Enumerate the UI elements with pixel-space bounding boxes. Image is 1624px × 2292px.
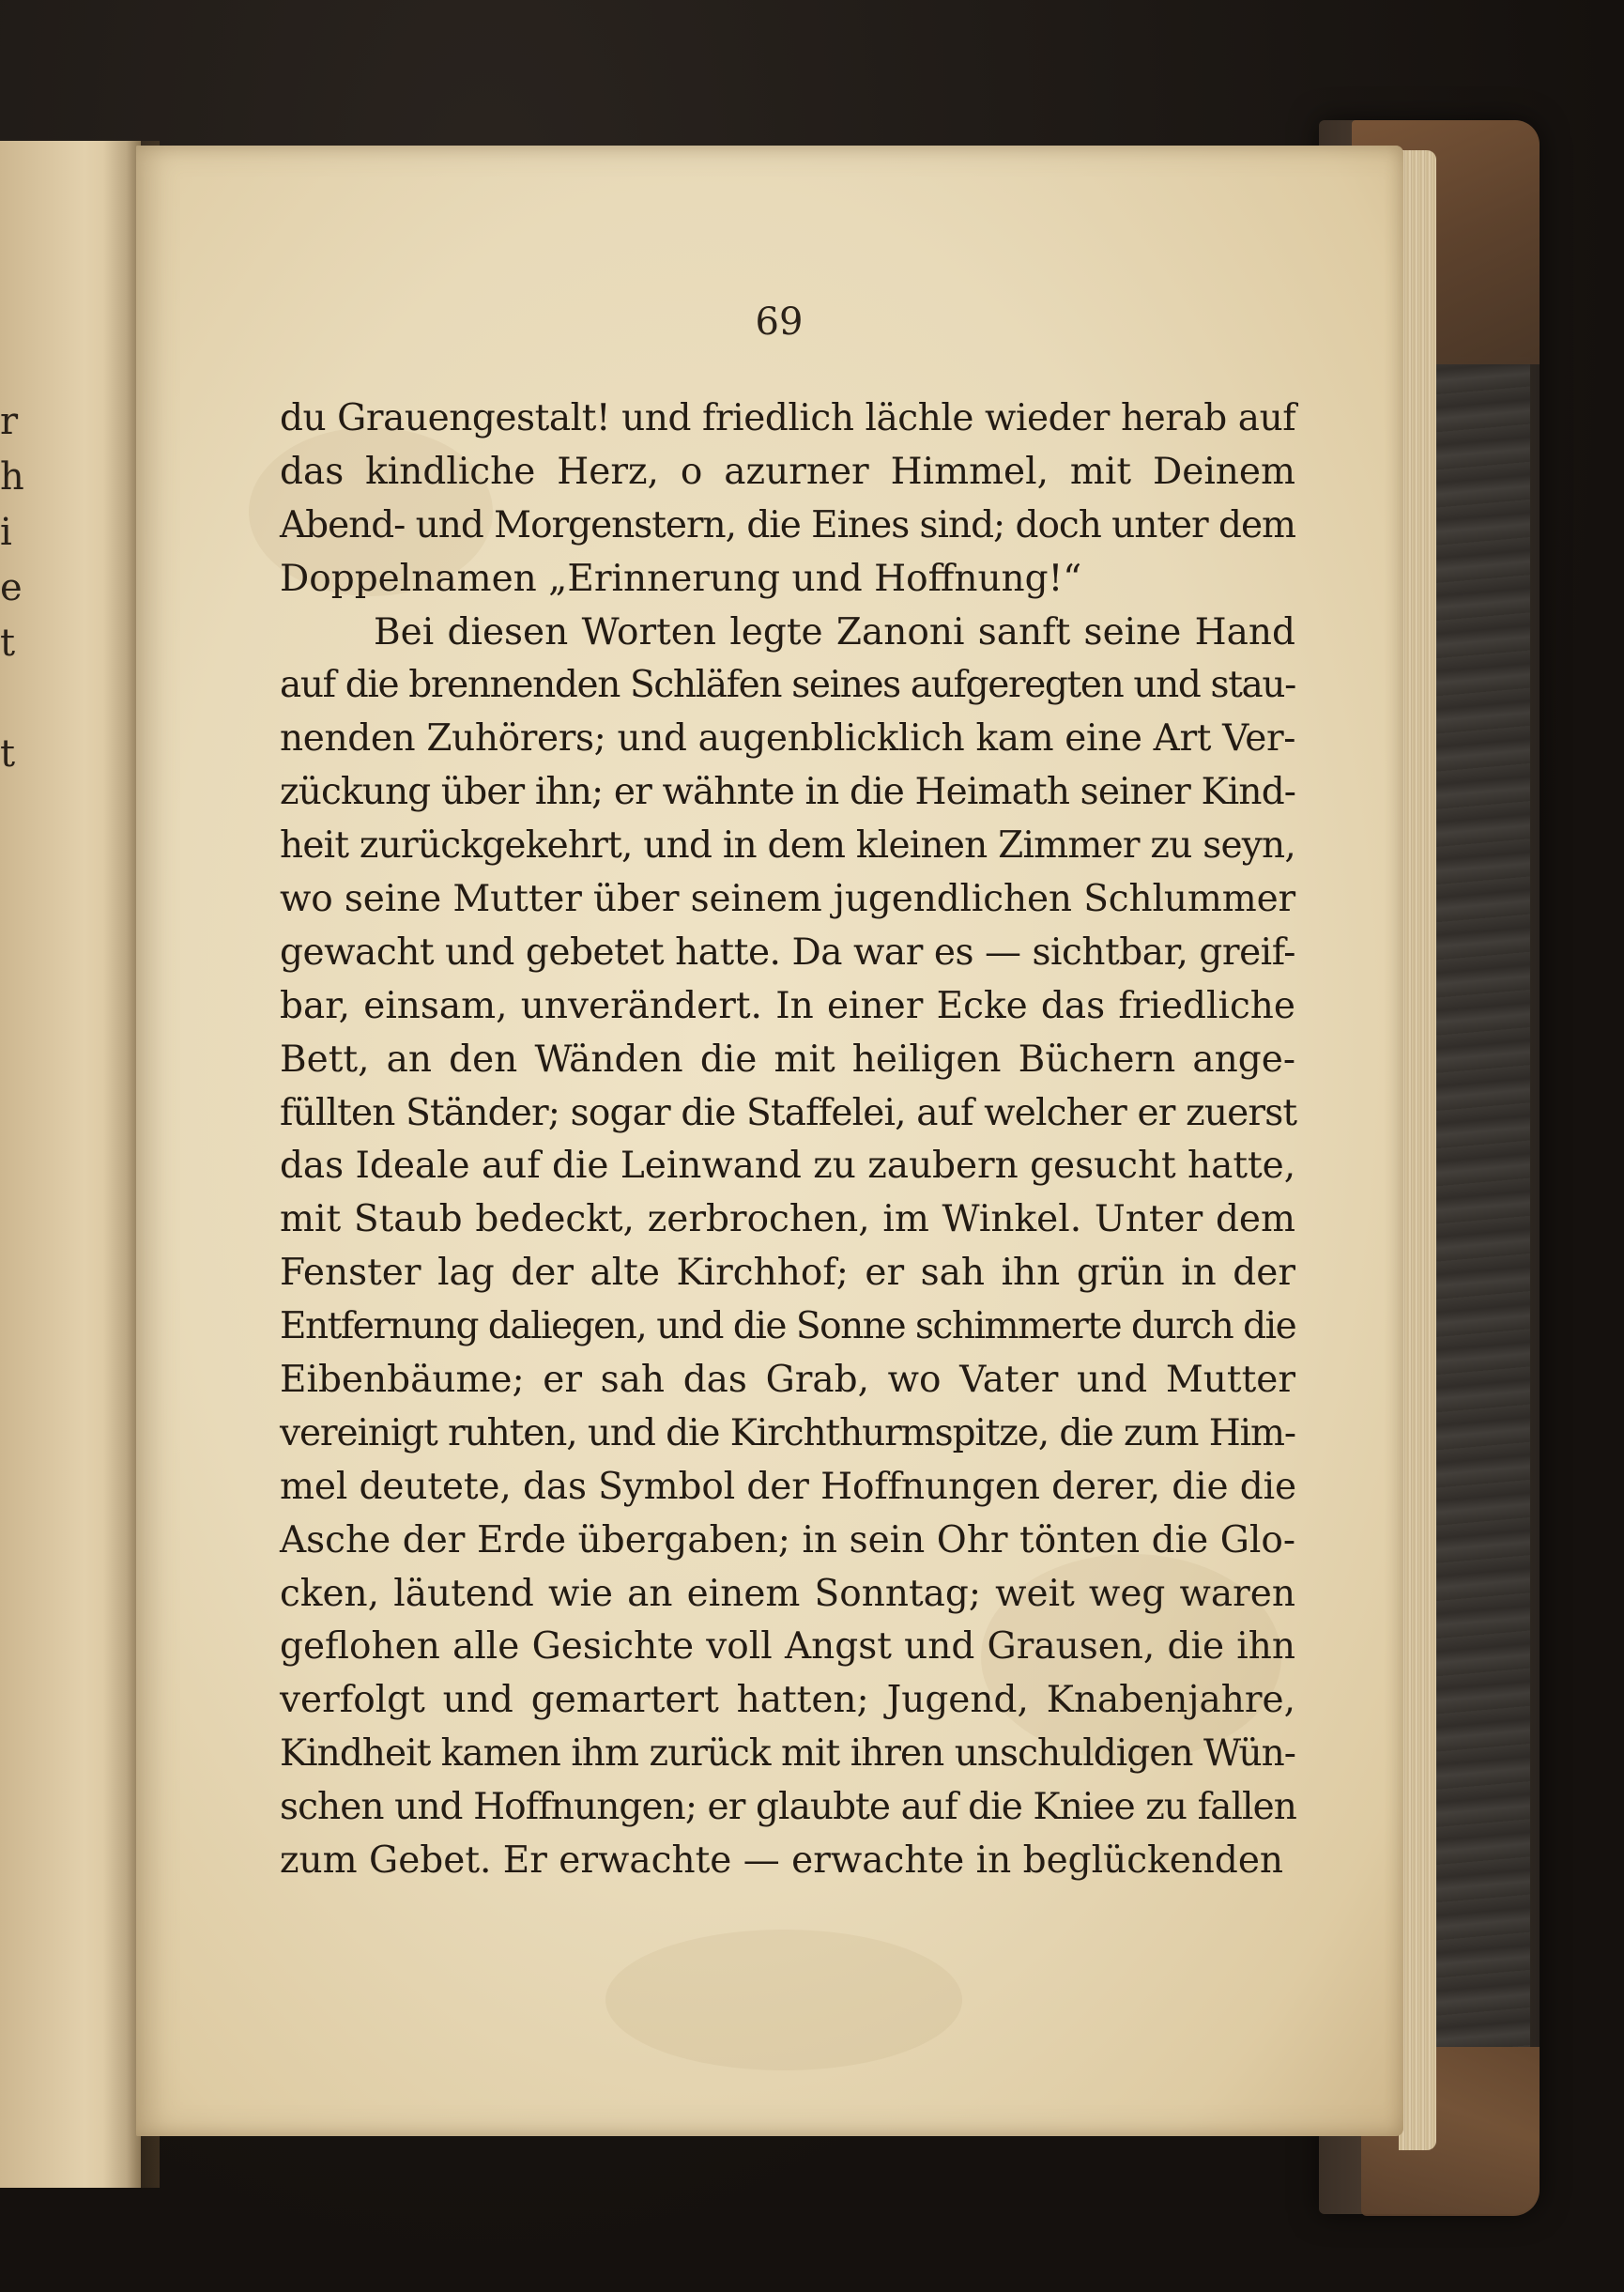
text-line: Fenster lag der alte Kirchhof; er sah ihn grün in der: [280, 1252, 1295, 1295]
left-edge-char: [0, 671, 28, 727]
text-line: Doppelnamen „Erinnerung und Hoffnung!“: [280, 557, 1082, 600]
left-edge-char: e: [0, 566, 23, 609]
left-edge-char: h: [0, 455, 24, 499]
text-line: schen und Hoffnungen; er glaubte auf die Kniee zu fallen: [280, 1786, 1296, 1829]
text-line: cken, läutend wie an einem Sonntag; weit weg waren: [280, 1572, 1295, 1615]
text-line: du Grauengestalt! und friedlich lächle wieder herab auf: [280, 397, 1296, 439]
text-line: heit zurückgekehrt, und in dem kleinen Zimmer zu seyn,: [280, 824, 1295, 868]
text-line: Bei diesen Worten legte Zanoni sanft seine Hand: [374, 610, 1295, 654]
text-line: gewacht und gebetet hatte. Da war es — sichtbar, greif-: [280, 931, 1295, 974]
text-line: Asche der Erde übergaben; in sein Ohr tönten die Glo-: [280, 1518, 1295, 1561]
text-line: Eibenbäume; er sah das Grab, wo Vater und Mutter: [280, 1359, 1295, 1402]
text-line: nenden Zuhörers; und augenblicklich kam eine Art Ver-: [280, 717, 1296, 761]
left-edge-char: t: [0, 732, 16, 776]
left-edge-char: t: [0, 622, 16, 665]
text-line: Bett, an den Wänden die mit heiligen Büchern ange-: [280, 1038, 1295, 1081]
text-line: das Ideale auf die Leinwand zu zaubern gesucht hatte,: [280, 1145, 1296, 1188]
left-edge-char: i: [0, 511, 12, 554]
page-edges: [1399, 150, 1436, 2150]
text-line: mel deutete, das Symbol der Hoffnungen derer, die die: [280, 1465, 1296, 1508]
cover-marbled-paper: [1436, 357, 1530, 2047]
text-line: auf die brennenden Schläfen seines aufgeregten und stau-: [280, 664, 1295, 707]
page-number: 69: [755, 300, 804, 344]
text-line: Abend- und Morgenstern, die Eines sind; doch unter dem: [280, 503, 1295, 546]
text-line: bar, einsam, unverändert. In einer Ecke das friedliche: [280, 984, 1295, 1027]
paper-stain: [605, 1930, 962, 2070]
page-body-text: [280, 392, 1295, 1888]
text-line: verfolgt und gemartert hatten; Jugend, Knabenjahre,: [280, 1679, 1295, 1722]
text-line: Entfernung daliegen, und die Sonne schimmerte durch die: [280, 1305, 1296, 1348]
text-line: das kindliche Herz, o azurner Himmel, mit Deinem: [280, 450, 1295, 493]
left-page-edge-text: [0, 394, 28, 782]
text-line: zum Gebet. Er erwachte — erwachte in beglückenden: [280, 1839, 1284, 1883]
text-line: zückung über ihn; er wähnte in die Heimath seiner Kind-: [280, 771, 1296, 814]
text-line: Kindheit kamen ihm zurück mit ihren unschuldigen Wün-: [280, 1732, 1295, 1776]
text-line: mit Staub bedeckt, zerbrochen, im Winkel. Unter dem: [280, 1198, 1295, 1241]
left-edge-char: r: [0, 400, 19, 443]
text-line: vereinigt ruhten, und die Kirchthurmspitze, die zum Him-: [280, 1411, 1295, 1454]
text-line: wo seine Mutter über seinem jugendlichen Schlummer: [280, 878, 1296, 921]
text-line: geflohen alle Gesichte voll Angst und Grausen, die ihn: [280, 1625, 1295, 1669]
text-line: füllten Ständer; sogar die Staffelei, auf welcher er zuerst: [280, 1091, 1297, 1134]
